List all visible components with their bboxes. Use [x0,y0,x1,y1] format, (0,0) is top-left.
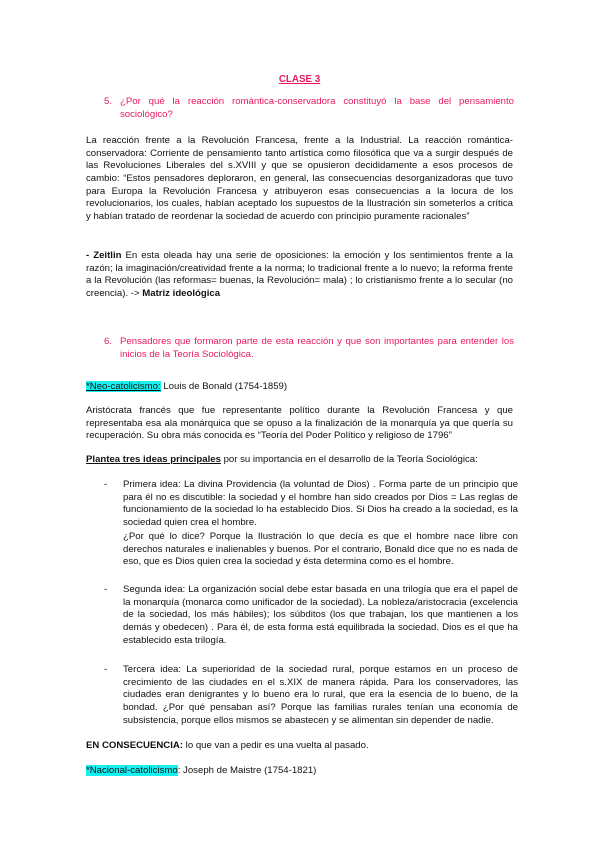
list-item-text: Segunda idea: La organización social debe estar basada en una trilogía que era el papel de la monarquía (monarca como unificador de la sociedad). La nobleza/aristocracia (excelencia de la sociedad, los más hábiles); los súbditos (los que trabajan, los que mantienen a los demás y obedecen) . Para él, de esta forma está equilibrada la sociedad. Dios es el que ha establecido esta trilogía. [123,584,518,646]
list-dash: - [104,584,108,595]
paragraph-reaction: La reacción frente a la Revolución Francesa, frente a la Industrial. La reacción romántica-conservadora: Corriente de pensamiento tanto artística como filosófica que va a surgir después de las Revoluciones Liberales del s.XVIII y que se opusieron decididamente a esos procesos de cambio: “Estos pensadores deploraron, en general, las consecuencias desorganizadoras que tuvo para Europa la Revolución Francesa y atribuyeron esas consecuencias a la locura de los revolucionarios, los cuales, habían aceptado los supuestos de la Ilustración sin someterlos a crítica y habían tratado de reordenar la sociedad de acuerdo con principio puramente racionales” [86,135,513,222]
neo-catolicismo-author: Louis de Bonald (1754-1859) [160,381,288,392]
conclusion-text: lo que van a pedir es una vuelta al pasado. [183,740,369,751]
list-item-extra: ¿Por qué lo dice? Porque la Ilustración lo que decía es que el hombre nace libre con derechos naturales e inalienables y buenos. Por el contrario, Bonald dice que no es nada de eso, que es Dios quien crea la sociedad y ésta determina como es el hombre. [123,531,518,568]
zeitlin-text: En esta oleada hay una serie de oposiciones: la emoción y los sentimientos frente a la razón; la imaginación/creatividad frente a la norma; lo tradicional frente a lo nuevo; la reforma frente a la Revolución (las reformas= buenas, la Revolución= mala) ; lo cristianismo frente a lo secular (no creencia). -> [86,250,513,299]
matriz-ideologica: Matriz ideológica [142,287,221,299]
ideas-label: Plantea tres ideas principales [86,454,221,465]
list-item-text: Tercera idea: La superioridad de la sociedad rural, porque estamos en un proceso de crecimiento de las ciudades en el s.XIX de manera rápida. Para los conservadores, las ciudades eran denigrantes y lo bueno era lo rural, que era la esencia de lo bueno, de la bondad. ¿Por qué pensaban así? Porque las familias rurales tenían una economía de subsistencia, porque ellos mismos se abastecen y se alimentan sin depender de nadie. [123,664,518,726]
nacional-catolicismo-author: : Joseph de Maistre (1754-1821) [177,765,317,776]
page-title: CLASE 3 [278,74,321,85]
paragraph-bonald: Aristócrata francés que fue representante político durante la Revolución Francesa y que representaba esa ala monárquica que se opuso a la finalización de la monarquía ya que quería su recuperación. Su obra más conocida es “Teoría del Poder Político y religioso de 1796” [86,405,513,442]
question-number: 5. [104,96,113,107]
author-zeitlin: - Zeitlin [86,250,122,261]
conclusion-label: EN CONSECUENCIA: [86,740,184,751]
neo-catolicismo-label: *Neo-catolicismo: [86,381,161,392]
ideas-text: por su importancia en el desarrollo de la Teoría Sociológica: [220,454,478,465]
question-text: Pensadores que formaron parte de esta reacción y que son importantes para entender los inicios de la Teoría Sociológica. [120,336,514,360]
list-item-text: Primera idea: La divina Providencia (la voluntad de Dios) . Forma parte de un principio que para él no es discutible: la sociedad y el hombre han sido creados por Dios = Las reglas de funcionamiento de la sociedad lo ha establecido Dios. Si Dios ha creado a la sociedad, es la sociedad quien crea el hombre. [123,479,518,528]
list-dash: - [104,479,108,490]
list-dash: - [104,664,108,675]
paragraph-ideas [86,454,513,467]
neo-catolicismo-line [86,381,513,394]
paragraph-zeitlin [86,250,513,301]
conclusion-line [86,740,513,753]
question-number: 6. [104,336,113,347]
nacional-catolicismo-line [86,765,513,778]
nacional-catolicismo-label: *Nacional-catolicismo [86,765,178,776]
question-text: ¿Por qué la reacción romántica-conservadora constituyó la base del pensamiento sociológico? [120,96,514,120]
